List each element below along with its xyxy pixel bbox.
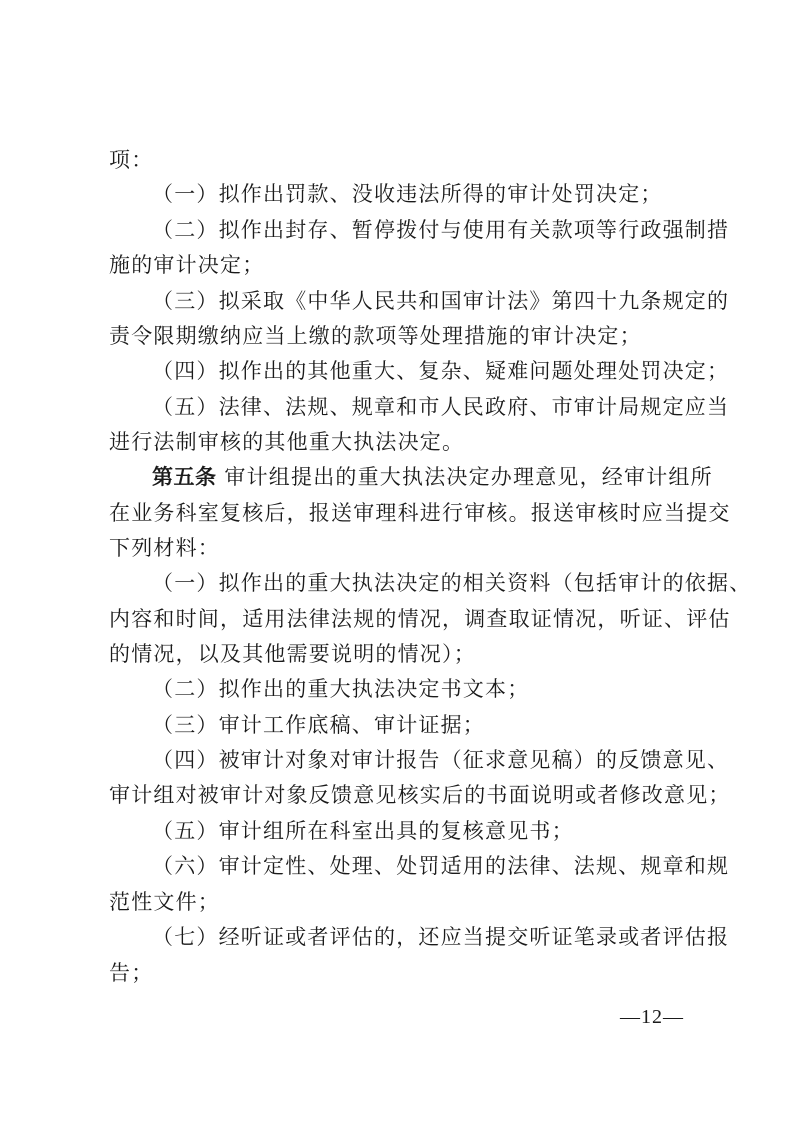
text-line: （三）审计工作底稿、审计证据； bbox=[152, 713, 485, 737]
text-line: （七）经听证或者评估的，还应当提交听证笔录或者评估报 bbox=[152, 925, 730, 949]
page-number: —12— bbox=[620, 1006, 684, 1028]
text-line: （五）法律、法规、规章和市人民政府、市审计局规定应当 bbox=[152, 395, 730, 419]
text-line: （一）拟作出的重大执法决定的相关资料（包括审计的依据、 bbox=[152, 571, 752, 595]
text-line: 范性文件； bbox=[109, 890, 220, 914]
text-line: 的情况，以及其他需要说明的情况）； bbox=[109, 642, 476, 666]
text-line: 进行法制审核的其他重大执法决定。 bbox=[109, 430, 465, 454]
article-heading: 第五条 bbox=[152, 465, 217, 489]
text-line: （六）审计定性、处理、处罚适用的法律、法规、规章和规 bbox=[152, 854, 730, 878]
article-text: 审计组提出的重大执法决定办理意见，经审计组所 bbox=[224, 465, 713, 489]
article-5-line bbox=[152, 459, 713, 495]
text-line: 下列材料： bbox=[109, 536, 220, 560]
text-line: 审计组对被审计对象反馈意见核实后的书面说明或者修改意见； bbox=[109, 783, 731, 807]
text-line: （五）审计组所在科室出具的复核意见书； bbox=[152, 819, 574, 843]
text-line: （二）拟作出封存、暂停拨付与使用有关款项等行政强制措 bbox=[152, 218, 730, 242]
text-line: 施的审计决定； bbox=[109, 253, 265, 277]
text-line: （三）拟采取《中华人民共和国审计法》第四十九条规定的 bbox=[152, 289, 730, 313]
text-line: 项： bbox=[109, 148, 154, 172]
text-line: 在业务科室复核后，报送审理科进行审核。报送审核时应当提交 bbox=[109, 501, 731, 525]
text-line: （一）拟作出罚款、没收违法所得的审计处罚决定； bbox=[152, 182, 663, 206]
text-line: （二）拟作出的重大执法决定书文本； bbox=[152, 677, 530, 701]
text-line: 告； bbox=[109, 961, 154, 985]
text-line: 内容和时间，适用法律法规的情况，调查取证情况，听证、评估 bbox=[109, 607, 731, 631]
text-line: 责令限期缴纳应当上缴的款项等处理措施的审计决定； bbox=[109, 324, 642, 348]
text-line: （四）被审计对象对审计报告（征求意见稿）的反馈意见、 bbox=[152, 748, 730, 772]
text-line: （四）拟作出的其他重大、复杂、疑难问题处理处罚决定； bbox=[152, 359, 730, 383]
